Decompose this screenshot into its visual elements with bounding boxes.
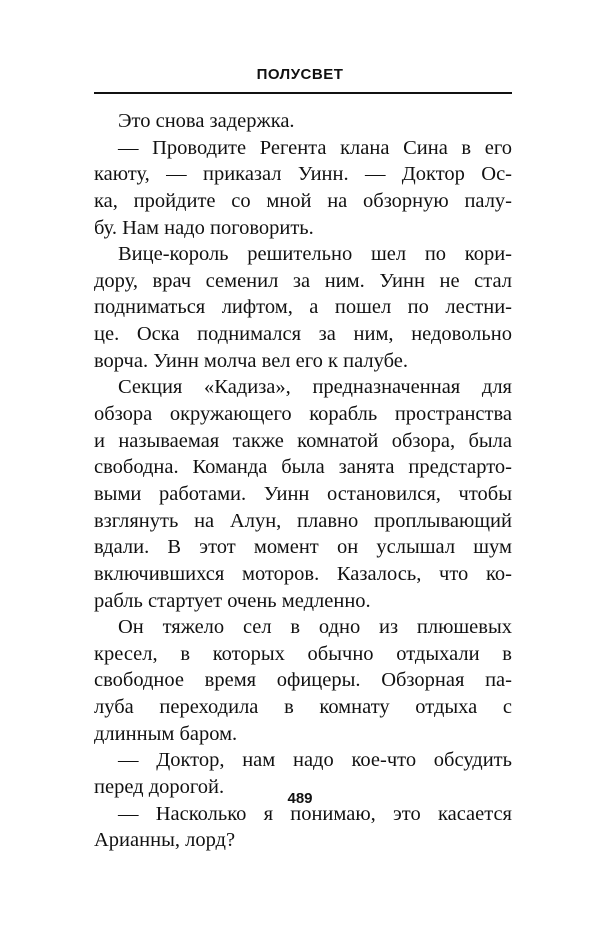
text-line: вдали. В этот момент он услышал шум bbox=[94, 536, 512, 559]
text-line: свободное время офицеры. Обзорная па- bbox=[94, 669, 512, 692]
text-line: луба переходила в комнату отдыха с bbox=[94, 696, 512, 719]
text-line: ка, пройдите со мной на обзорную палу- bbox=[94, 189, 512, 212]
text-line: взглянуть на Алун, плавно проплывающий bbox=[94, 509, 512, 532]
text-line: — Насколько я понимаю, это касается bbox=[118, 802, 512, 825]
body-text bbox=[94, 108, 512, 854]
text-line: и называемая также комнатой обзора, была bbox=[94, 429, 512, 452]
running-head: ПОЛУСВЕТ bbox=[256, 66, 344, 83]
text-line: рабль стартует очень медленно. bbox=[94, 589, 371, 612]
text-line: Арианны, лорд? bbox=[94, 829, 236, 852]
text-line: включившихся моторов. Казалось, что ко- bbox=[94, 562, 512, 585]
text-line: — Доктор, нам надо кое-что обсудить bbox=[118, 749, 512, 772]
text-line: дору, врач семенил за ним. Уинн не стал bbox=[94, 269, 512, 292]
text-line: свободна. Команда была занята предстарто- bbox=[94, 456, 512, 479]
header-rule bbox=[94, 92, 512, 94]
text-line: каюту, — приказал Уинн. — Доктор Ос- bbox=[94, 163, 512, 186]
text-line: бу. Нам надо поговорить. bbox=[94, 216, 314, 239]
text-line: обзора окружающего корабль пространства bbox=[94, 403, 512, 426]
text-line: Он тяжело сел в одно из плюшевых bbox=[118, 616, 512, 639]
text-line: выми работами. Уинн остановился, чтобы bbox=[94, 482, 512, 505]
text-line: подниматься лифтом, а пошел по лестни- bbox=[94, 296, 512, 319]
text-line: Секция «Кадиза», предназначенная для bbox=[118, 376, 512, 399]
text-line: перед дорогой. bbox=[94, 776, 225, 799]
text-line: це. Оска поднимался за ним, недовольно bbox=[94, 323, 512, 346]
text-line: кресел, в которых обычно отдыхали в bbox=[94, 642, 512, 665]
text-line: Вице-король решительно шел по кори- bbox=[118, 243, 512, 266]
text-line: — Проводите Регента клана Сина в его bbox=[118, 136, 512, 159]
text-line: длинным баром. bbox=[94, 722, 238, 745]
text-line: Это снова задержка. bbox=[118, 110, 295, 132]
page-number: 489 bbox=[287, 790, 313, 807]
text-line: ворча. Уинн молча вел его к палубе. bbox=[94, 349, 408, 372]
